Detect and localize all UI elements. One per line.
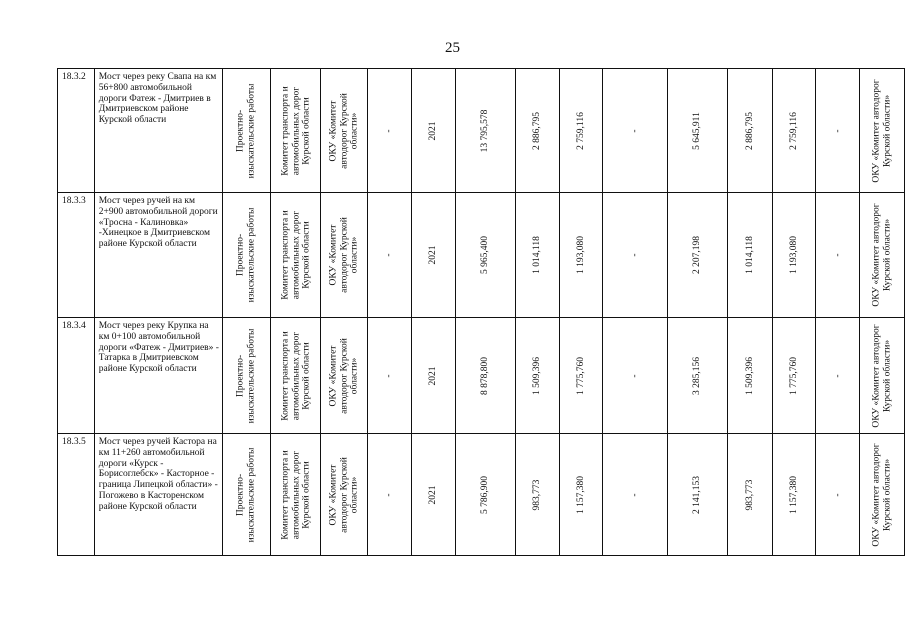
cell-v5 — [772, 434, 816, 556]
v2-text: 1 157,380 — [575, 475, 586, 514]
cell-name: Мост через реку Свапа на км 56+800 автомобильной дороги Фатеж - Дмитриев в Дмитриевском районе Курской области — [94, 69, 222, 193]
cell-customer — [321, 434, 368, 556]
executor-text: ОКУ «Комитет автодорог Курской области» — [871, 442, 893, 547]
cell-dash3 — [816, 69, 860, 193]
cell-v3 — [667, 193, 727, 318]
cell-code: 18.3.4 — [58, 318, 95, 434]
project-table — [57, 68, 905, 556]
cell-v5 — [772, 318, 816, 434]
dash2-text: - — [629, 253, 640, 257]
cell-dash3 — [816, 193, 860, 318]
year-text: 2021 — [427, 366, 438, 385]
table-row — [58, 69, 905, 193]
page-number: 25 — [445, 40, 460, 56]
cell-total — [455, 318, 515, 434]
cell-v4 — [727, 318, 772, 434]
cell-year — [411, 69, 455, 193]
cell-authority — [270, 318, 321, 434]
dash1-text: - — [384, 373, 395, 378]
customer-text: ОКУ «Комитет автодорог Курской области» — [328, 456, 360, 533]
cell-customer — [321, 318, 368, 434]
cell-v2 — [559, 434, 603, 556]
cell-code: 18.3.5 — [58, 434, 95, 556]
authority-text: Комитет транспорта и автомобильных дорог Курской области — [279, 449, 311, 540]
cell-year — [411, 193, 455, 318]
customer-text: ОКУ «Комитет автодорог Курской области» — [328, 337, 360, 414]
v2-text: 1 193,080 — [575, 236, 586, 274]
v4-text: 1 509,396 — [744, 356, 755, 395]
cell-name: Мост через ручей Кастора на км 11+260 автомобильной дороги «Курск - Борисоглебск» - Касторное - граница Липецкой области» - Погожево в Касторенском районе Курской области — [94, 434, 222, 556]
cell-v4 — [727, 69, 772, 193]
dash3-text: - — [832, 373, 843, 378]
cell-executor — [860, 193, 905, 318]
dash3-text: - — [832, 253, 843, 257]
year-text: 2021 — [427, 121, 438, 140]
cell-v2 — [559, 318, 603, 434]
dash1-text: - — [384, 253, 395, 257]
customer-text: ОКУ «Комитет автодорог Курской области» — [328, 92, 360, 169]
table-row — [58, 434, 905, 556]
table-row — [58, 318, 905, 434]
total-text: 13 795,578 — [479, 109, 490, 152]
dash3-text: - — [832, 492, 843, 497]
cell-dash2 — [603, 193, 667, 318]
dash3-text: - — [832, 128, 843, 133]
cell-executor — [860, 318, 905, 434]
cell-authority — [270, 434, 321, 556]
authority-text: Комитет транспорта и автомобильных дорог Курской области — [279, 330, 311, 421]
cell-name: Мост через ручей на км 2+900 автомобильной дороги «Тросна - Калиновка» -Хинецкое в Дмитриевском районе Курской области — [94, 193, 222, 318]
cell-code: 18.3.2 — [58, 69, 95, 193]
cell-code: 18.3.3 — [58, 193, 95, 318]
dash1-text: - — [384, 128, 395, 133]
cell-v3 — [667, 318, 727, 434]
year-text: 2021 — [427, 245, 438, 265]
cell-v1 — [515, 69, 559, 193]
authority-text: Комитет транспорта и автомобильных дорог Курской области — [279, 85, 311, 176]
v4-text: 1 014,118 — [744, 236, 755, 274]
work-type-text: Проектно-изыскательские работы — [235, 447, 257, 542]
dash2-text: - — [629, 492, 640, 497]
v1-text: 983,773 — [531, 479, 542, 510]
v4-text: 2 886,795 — [744, 111, 755, 150]
total-text: 8 878,800 — [479, 356, 490, 395]
cell-dash1 — [368, 193, 412, 318]
cell-executor — [860, 434, 905, 556]
v5-text: 1 193,080 — [788, 236, 799, 274]
cell-dash1 — [368, 69, 412, 193]
v3-text: 5 645,911 — [691, 111, 702, 150]
cell-v1 — [515, 193, 559, 318]
v3-text: 3 285,156 — [691, 356, 702, 395]
dash1-text: - — [384, 492, 395, 497]
v5-text: 2 759,116 — [788, 111, 799, 150]
cell-v3 — [667, 69, 727, 193]
cell-v4 — [727, 434, 772, 556]
work-type-text: Проектно-изыскательские работы — [235, 328, 257, 423]
cell-dash1 — [368, 434, 412, 556]
cell-v1 — [515, 434, 559, 556]
executor-text: ОКУ «Комитет автодорог Курской области» — [871, 203, 893, 307]
cell-work-type — [223, 434, 271, 556]
cell-dash2 — [603, 318, 667, 434]
cell-customer — [321, 69, 368, 193]
cell-authority — [270, 69, 321, 193]
v1-text: 2 886,795 — [531, 111, 542, 150]
executor-text: ОКУ «Комитет автодорог Курской области» — [871, 78, 893, 183]
year-text: 2021 — [427, 485, 438, 504]
cell-authority — [270, 193, 321, 318]
v5-text: 1 157,380 — [788, 475, 799, 514]
work-type-text: Проектно-изыскательские работы — [235, 83, 257, 178]
cell-total — [455, 193, 515, 318]
v3-text: 2 207,198 — [691, 236, 702, 274]
work-type-text: Проектно-изыскательские работы — [235, 207, 257, 303]
cell-v5 — [772, 69, 816, 193]
cell-v5 — [772, 193, 816, 318]
cell-total — [455, 434, 515, 556]
cell-total — [455, 69, 515, 193]
v3-text: 2 141,153 — [691, 475, 702, 514]
cell-v2 — [559, 69, 603, 193]
cell-year — [411, 318, 455, 434]
cell-dash1 — [368, 318, 412, 434]
cell-dash2 — [603, 69, 667, 193]
cell-v2 — [559, 193, 603, 318]
v5-text: 1 775,760 — [788, 356, 799, 395]
v2-text: 1 775,760 — [575, 356, 586, 395]
cell-dash3 — [816, 318, 860, 434]
v1-text: 1 509,396 — [531, 356, 542, 395]
cell-year — [411, 434, 455, 556]
cell-customer — [321, 193, 368, 318]
total-text: 5 965,400 — [479, 236, 490, 274]
v1-text: 1 014,118 — [531, 236, 542, 274]
cell-v4 — [727, 193, 772, 318]
cell-dash2 — [603, 434, 667, 556]
total-text: 5 786,900 — [479, 475, 490, 514]
cell-v1 — [515, 318, 559, 434]
cell-v3 — [667, 434, 727, 556]
cell-executor — [860, 69, 905, 193]
executor-text: ОКУ «Комитет автодорог Курской области» — [871, 323, 893, 428]
v4-text: 983,773 — [744, 479, 755, 510]
v2-text: 2 759,116 — [575, 111, 586, 150]
dash2-text: - — [629, 128, 640, 133]
customer-text: ОКУ «Комитет автодорог Курской области» — [328, 217, 360, 293]
cell-name: Мост через реку Крупка на км 0+100 автомобильной дороги «Фатеж - Дмитриев» - Татарка в Дмитриевском районе Курской области — [94, 318, 222, 434]
cell-work-type — [223, 193, 271, 318]
cell-work-type — [223, 318, 271, 434]
cell-work-type — [223, 69, 271, 193]
table-row — [58, 193, 905, 318]
dash2-text: - — [629, 373, 640, 378]
authority-text: Комитет транспорта и автомобильных дорог Курской области — [279, 210, 311, 300]
cell-dash3 — [816, 434, 860, 556]
